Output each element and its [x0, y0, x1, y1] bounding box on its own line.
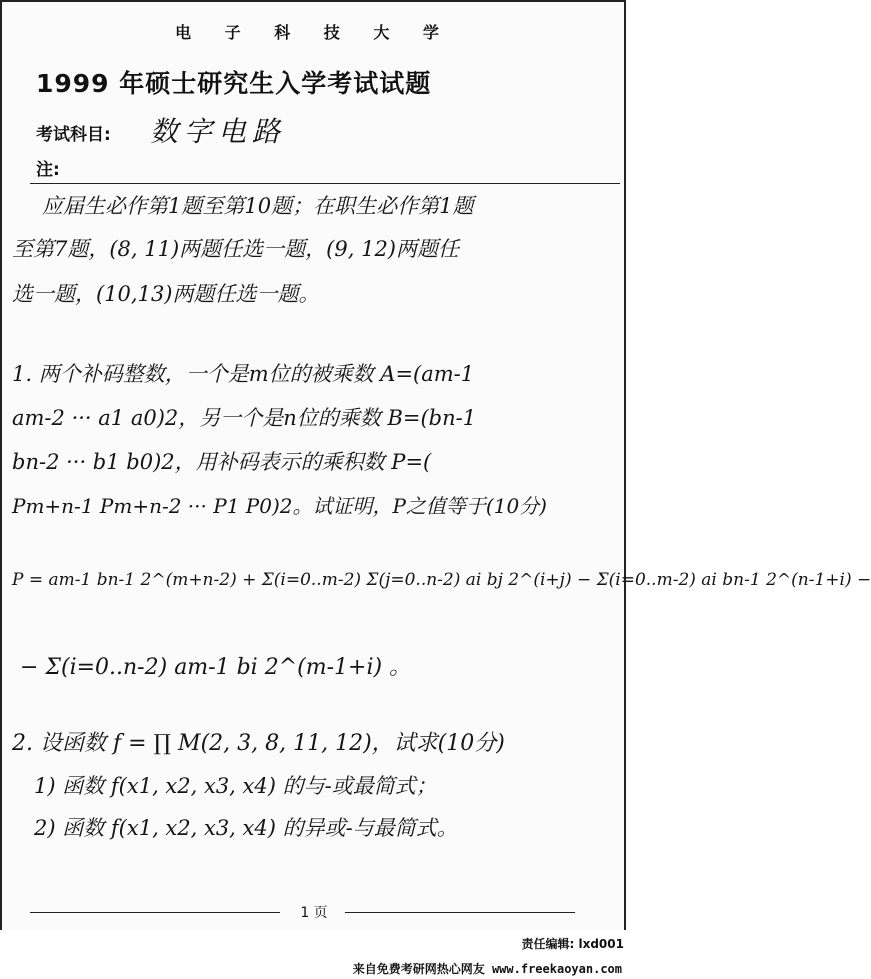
- right-border: [624, 0, 626, 930]
- q1-line-4: Pm+n-1 Pm+n-2 ··· P1 P0)2。试证明，P之值等于(10分): [12, 494, 547, 518]
- q1-line-2: am-2 ··· a1 a0)2，另一个是n位的乘数 B=(bn-1: [12, 406, 477, 430]
- exam-title: 1999 年硕士研究生入学考试试题: [36, 69, 432, 98]
- left-border: [0, 0, 2, 930]
- page-number: 1 页: [300, 905, 328, 921]
- source-credit: 来自免费考研网热心网友 www.freekaoyan.com: [352, 962, 622, 976]
- subject-label: 考试科目:: [36, 125, 111, 145]
- editor-credit: 责任编辑: lxd001: [521, 937, 624, 951]
- q1-line-1: 1. 两个补码整数，一个是m位的被乘数 A=(am-1: [12, 362, 475, 386]
- q1-formula-2: − Σ(i=0..n-2) am-1 bi 2^(m-1+i) 。: [20, 655, 412, 680]
- university-name: 电 子 科 技 大 学: [175, 23, 453, 42]
- q1-formula-1: P = am-1 bn-1 2^(m+n-2) + Σ(i=0..m-2) Σ(j=0..n-2) ai bj 2^(i+j) − Σ(i=0..m-2) ai bn-1 2^(n-1+i) −: [12, 570, 871, 590]
- subject-value: 数字电路: [150, 115, 287, 148]
- q2-line-2: 1) 函数 f(x1, x2, x3, x4) 的与-或最简式；: [34, 774, 437, 798]
- q2-line-3: 2) 函数 f(x1, x2, x3, x4) 的异或-与最简式。: [34, 816, 458, 840]
- q1-line-3: bn-2 ··· b1 b0)2，用补码表示的乘积数 P=(: [12, 450, 432, 474]
- instructions-line-1: 应届生必作第1题至第10题；在职生必作第1题: [42, 194, 474, 218]
- instructions-line-2: 至第7题，(8, 11)两题任选一题，(9, 12)两题任: [12, 237, 459, 261]
- q2-line-1: 2. 设函数 f = ∏ M(2, 3, 8, 11, 12)，试求(10分): [12, 731, 505, 756]
- note-label: 注:: [36, 160, 60, 180]
- top-border: [0, 0, 626, 2]
- instructions-line-3: 选一题，(10,13)两题任选一题。: [12, 282, 320, 306]
- header-rule: [30, 183, 620, 184]
